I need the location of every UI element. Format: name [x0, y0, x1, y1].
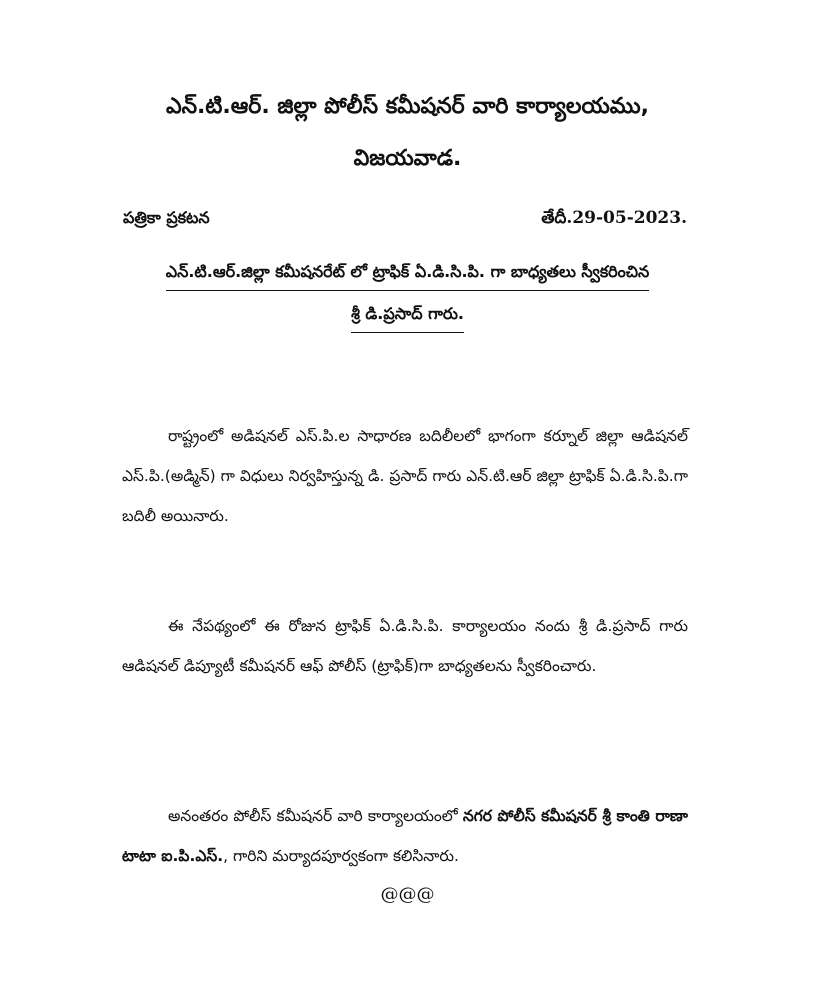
body-paragraph-1: రాష్ట్రంలో అడిషనల్ ఎస్.పి.ల సాధారణ బదిలీలలో భాగంగా కర్నూల్ జిల్లా ఆడిషనల్ ఎస్.పి.(అడ్మిన్) గా విధులు నిర్వహిస్తున్న డి. ప్రసాద్ గారు ఎన్.టి.ఆర్ జిల్లా ట్రాఫిక్ ఏ.డి.సి.పి.గా బదిలీ అయినారు.	[122, 426, 688, 525]
subject-line-1: ఎన్.టి.ఆర్.జిల్లా కమీషనరేట్ లో ట్రాఫిక్ ఏ.డి.సి.పి. గా బాధ్యతలు స్వీకరించిన	[166, 260, 650, 291]
city-title: విజయవాడ.	[353, 146, 462, 171]
paragraph-3-end: , గారిని మర్యాదపూర్వకంగా కలిసినారు.	[223, 846, 459, 865]
subject-heading	[0, 260, 815, 291]
paragraph-3-start: అనంతరం పోలీస్ కమీషనర్ వారి కార్యాలయంలో	[168, 806, 463, 825]
commissioner-name: నగర పోలీస్ కమీషనర్ శ్రీ కాంతి రాణా టాటా ఐ.పి.ఎస్.	[122, 806, 688, 865]
office-title: ఎన్.టి.ఆర్. జిల్లా పోలీస్ కమీషనర్ వారి కార్యాలయము,	[165, 94, 650, 119]
release-date: తేదీ.29-05-2023.	[541, 208, 687, 228]
subject-heading-name	[0, 302, 815, 333]
body-paragraph-2: ఈ నేపథ్యంలో ఈ రోజున ట్రాఫిక్ ఏ.డి.సి.పి. కార్యాలయం నందు శ్రీ డి.ప్రసాద్ గారు ఆడిషనల్ డిప్యూటీ కమీషనర్ ఆఫ్ పోలీస్ (ట్రాఫిక్)గా బాధ్యతలను స్వీకరించారు.	[122, 616, 688, 675]
subject-line-2: శ్రీ డి.ప్రసాద్ గారు.	[351, 302, 464, 333]
press-release-label: పత్రికా ప్రకటన	[123, 208, 210, 227]
closing-mark: @@@	[380, 884, 435, 905]
body-paragraph-3	[122, 796, 688, 876]
